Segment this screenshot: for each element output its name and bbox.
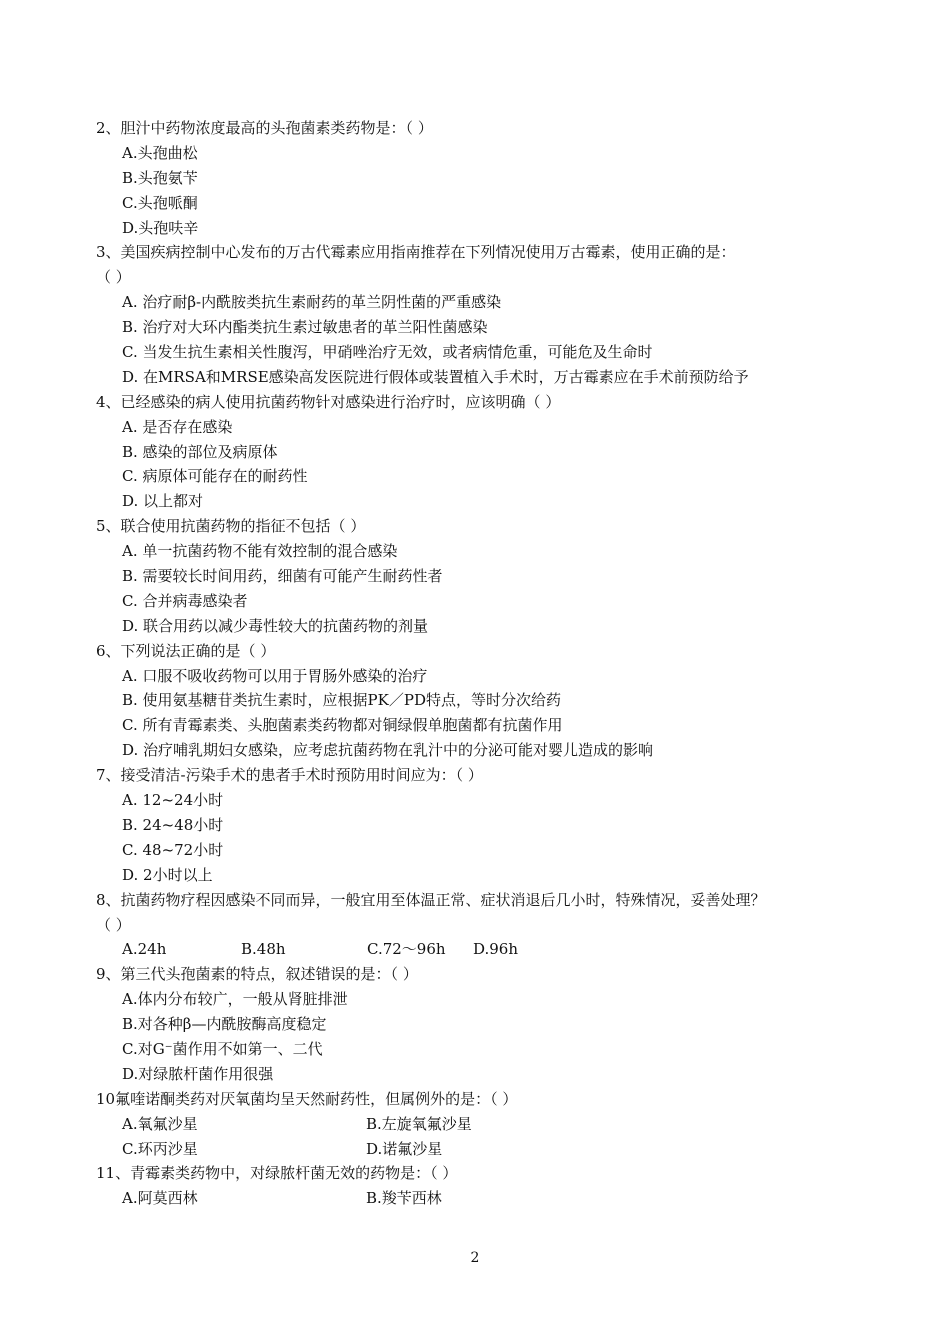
answer-option: B. 感染的部位及病原体 [122,442,278,461]
answer-option: B.羧苄西林 [366,1189,442,1208]
answer-option-row [96,1186,866,1211]
answer-option: B. 24~48小时 [122,815,224,834]
answer-option: C.72～96h [367,940,446,959]
answer-option: A. 12~24小时 [122,791,224,810]
answer-option-row [96,1112,866,1137]
page-number: 2 [470,1250,480,1266]
question-text: 5、联合使用抗菌药物的指征不包括（ ） [96,517,366,536]
question-list [96,116,866,1211]
answer-option: D.96h [473,940,519,959]
answer-option: C.环丙沙星 [122,1139,198,1158]
answer-option: D. 以上都对 [122,492,204,511]
answer-option: B. 需要较长时间用药，细菌有可能产生耐药性者 [122,567,443,586]
answer-option: A.24h [122,940,167,959]
question-text: 11、青霉素类药物中，对绿脓杆菌无效的药物是：（ ） [96,1164,458,1183]
answer-option: A.头孢曲松 [122,143,198,162]
answer-option: B.48h [241,940,286,959]
answer-option: A. 是否存在感染 [122,417,233,436]
answer-option: D. 联合用药以减少毒性较大的抗菌药物的剂量 [122,616,429,635]
question-text: 8、抗菌药物疗程因感染不同而异，一般宜用至体温正常、症状消退后几小时，特殊情况，妥善处理？ [96,890,766,909]
answer-option: A. 单一抗菌药物不能有效控制的混合感染 [122,542,398,561]
answer-option: A. 口服不吸收药物可以用于胃肠外感染的治疗 [122,666,428,685]
answer-option: A. 治疗耐β-内酰胺类抗生素耐药的革兰阴性菌的严重感染 [122,293,502,312]
answer-option: D.对绿脓杆菌作用很强 [122,1064,274,1083]
answer-option: C.头孢哌酮 [122,193,198,212]
answer-option: C. 病原体可能存在的耐药性 [122,467,308,486]
answer-option: C. 所有青霉素类、头胞菌素类药物都对铜绿假单胞菌都有抗菌作用 [122,716,563,735]
answer-option-row [96,937,866,962]
answer-option-row [96,1137,866,1162]
question-text: 4、已经感染的病人使用抗菌药物针对感染进行治疗时，应该明确（ ） [96,392,561,411]
answer-option: C.对G⁻菌作用不如第一、二代 [122,1039,323,1058]
question-text: （ ） [96,915,131,934]
answer-option: D.头孢呋辛 [122,218,199,237]
answer-option: A.氧氟沙星 [122,1114,198,1133]
answer-option: B. 治疗对大环内酯类抗生素过敏患者的革兰阳性菌感染 [122,318,488,337]
answer-option: A.体内分布较广，一般从肾脏排泄 [122,990,348,1009]
answer-option: C. 合并病毒感染者 [122,591,248,610]
answer-option: D. 在MRSA和MRSE感染高发医院进行假体或装置植入手术时，万古霉素应在手术前预防给予 [122,367,749,386]
answer-option: D. 治疗哺乳期妇女感染，应考虑抗菌药物在乳汁中的分泌可能对婴儿造成的影响 [122,741,654,760]
answer-option: B.对各种β—内酰胺酶高度稳定 [122,1015,327,1034]
answer-option: B. 使用氨基糖苷类抗生素时，应根据PK／PD特点，等时分次给药 [122,691,561,710]
answer-option: A.阿莫西林 [122,1189,198,1208]
question-text: 7、接受清洁-污染手术的患者手术时预防用时间应为：（ ） [96,766,483,785]
answer-option: B.头孢氨苄 [122,168,198,187]
question-text: 6、下列说法正确的是（ ） [96,641,276,660]
answer-option: D. 2小时以上 [122,865,213,884]
answer-option: C. 当发生抗生素相关性腹泻，甲硝唑治疗无效，或者病情危重，可能危及生命时 [122,343,653,362]
question-text: 3、美国疾病控制中心发布的万古代霉素应用指南推荐在下列情况使用万古霉素，使用正确的是： [96,243,736,262]
answer-option: C. 48~72小时 [122,840,224,859]
answer-option: B.左旋氧氟沙星 [366,1114,472,1133]
question-text: 9、第三代头孢菌素的特点，叙述错误的是：（ ） [96,965,418,984]
question-text: 2、胆汁中药物浓度最高的头孢菌素类药物是：（ ） [96,119,433,137]
question-text: （ ） [96,268,131,287]
question-text: 10氟喹诺酮类药对厌氧菌均呈天然耐药性，但属例外的是：（ ） [96,1089,518,1108]
answer-option: D.诺氟沙星 [366,1139,443,1158]
